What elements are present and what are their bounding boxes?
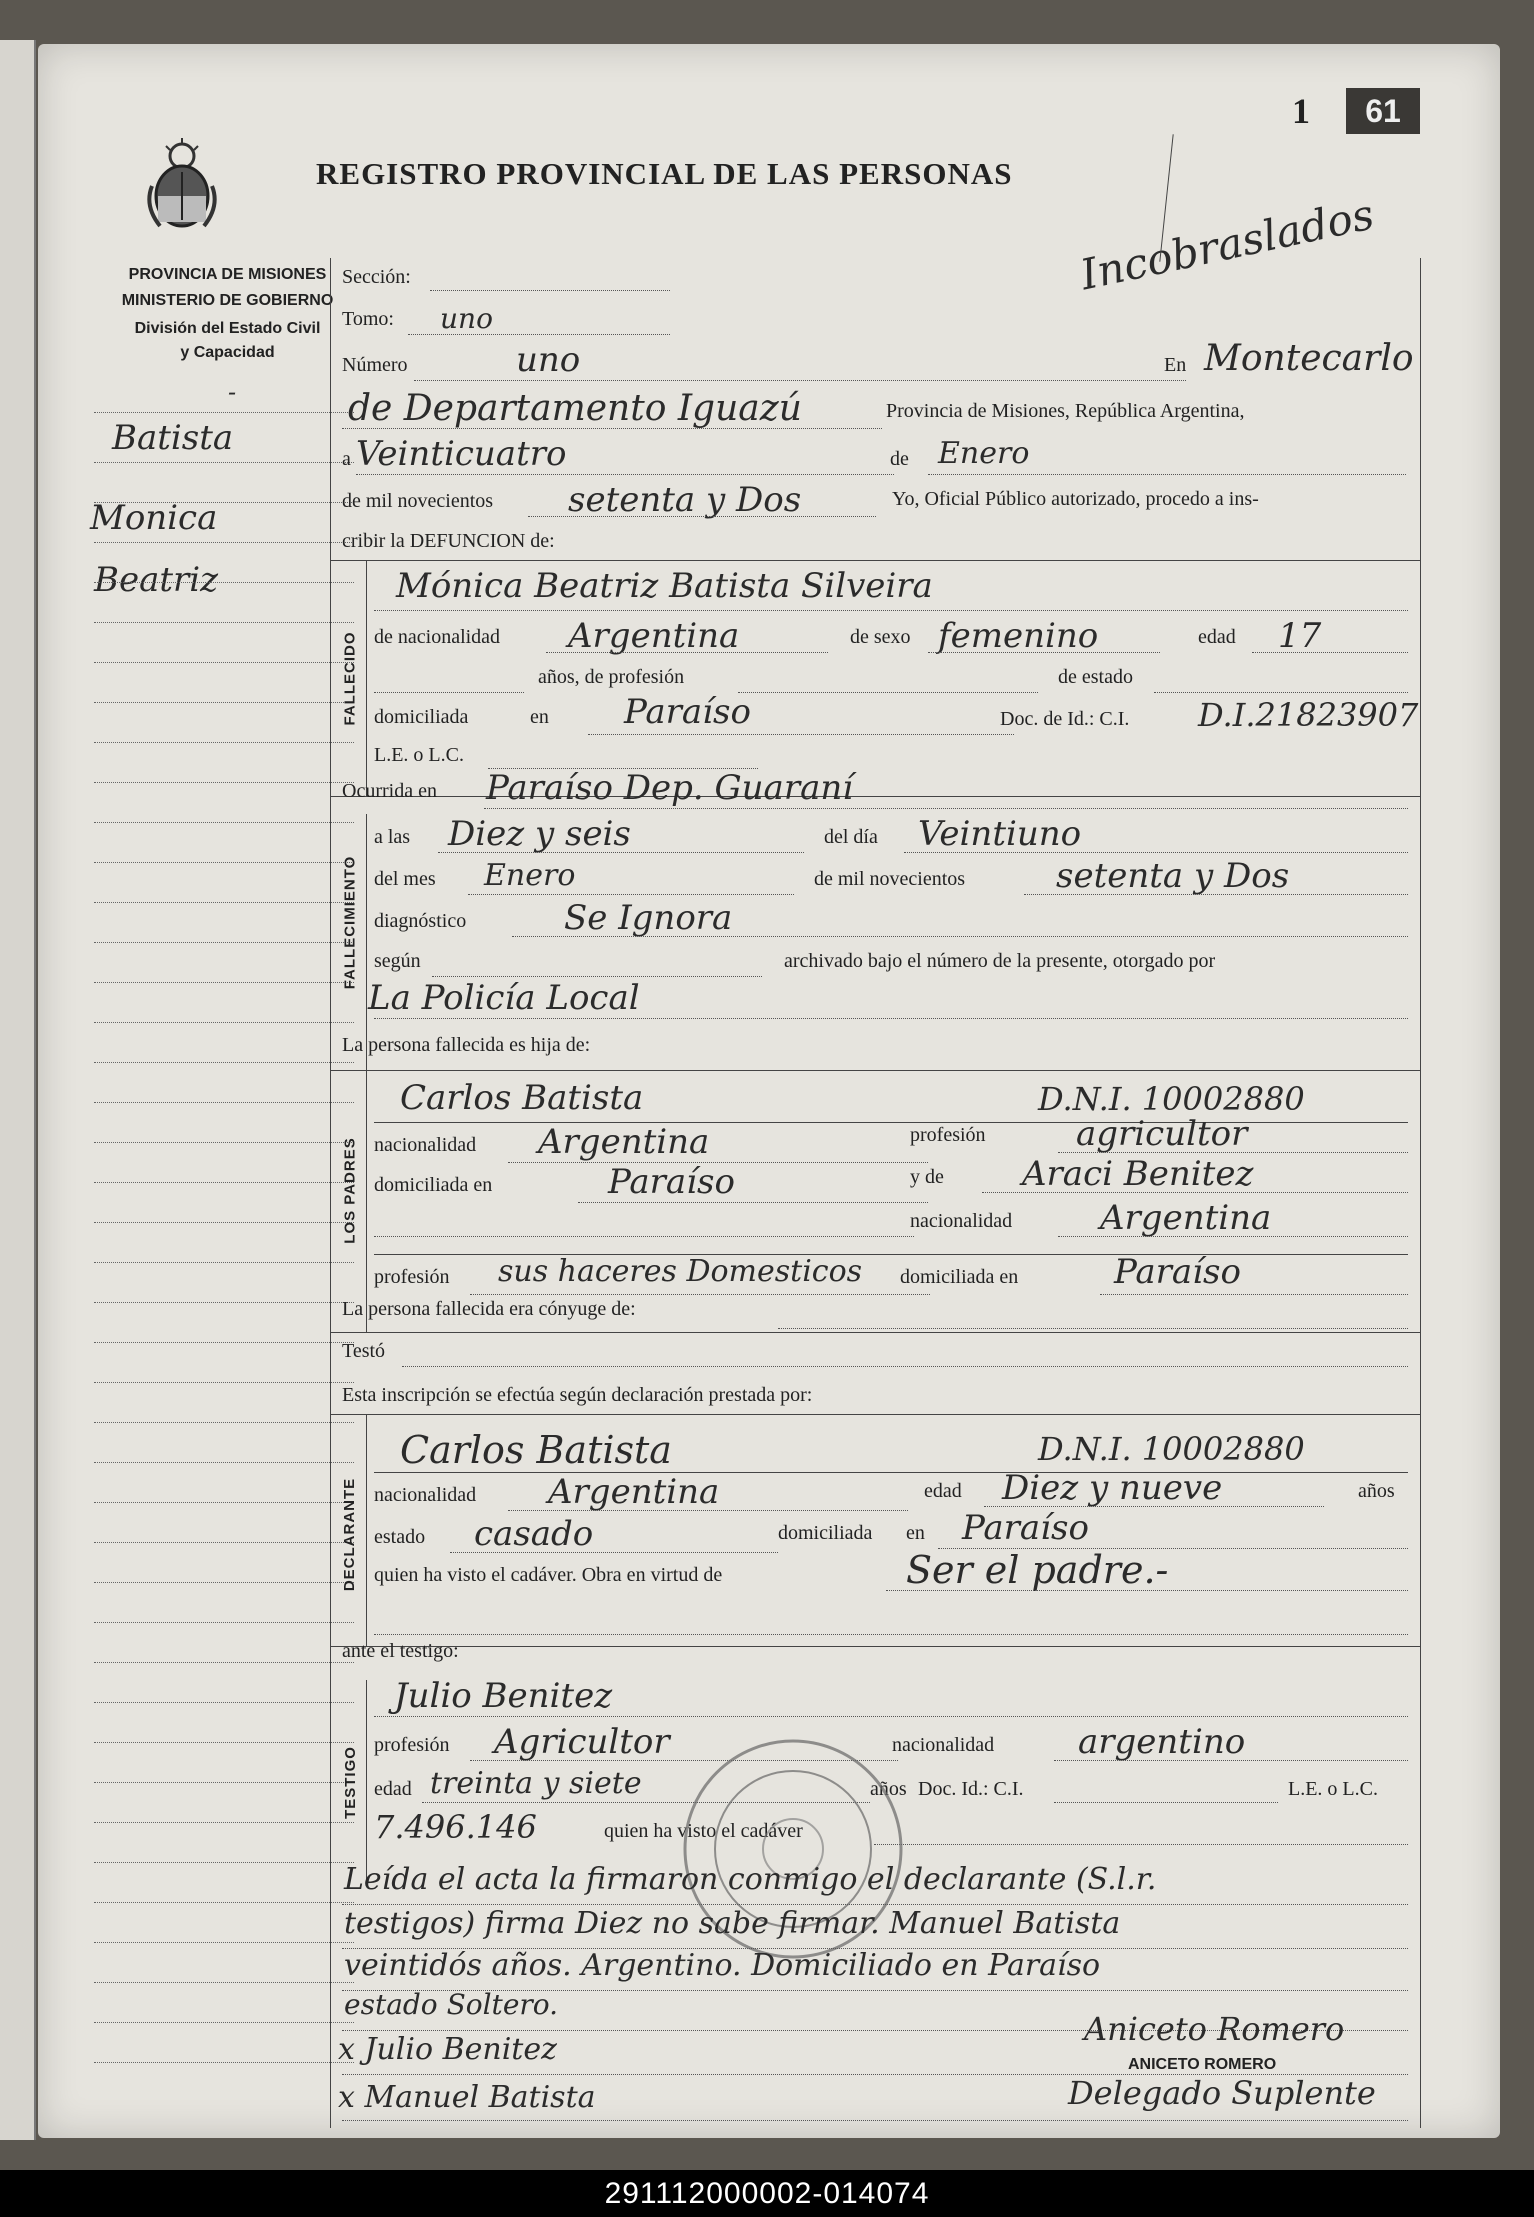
officer-name-stamp: ANICETO ROMERO — [1128, 2056, 1277, 2073]
margin-rule — [94, 1222, 354, 1223]
anio-fall-field[interactable] — [1024, 894, 1408, 895]
folio-stamp: 61 — [1346, 88, 1420, 134]
section-rule — [330, 1646, 1420, 1647]
margin-rule — [94, 1902, 354, 1903]
declarante-nombre: Carlos Batista — [400, 1428, 672, 1472]
del-mes-label: del mes — [374, 868, 436, 890]
fallecimiento-diagnostico: Se Ignora — [564, 898, 733, 938]
padre-nacionalidad-label: nacionalidad — [374, 1134, 477, 1156]
margin-rule — [94, 742, 354, 743]
dia-field[interactable] — [356, 474, 894, 475]
margin-rule — [94, 1862, 354, 1863]
y-de-label: y de — [910, 1166, 944, 1188]
segun-label: según — [374, 950, 421, 972]
coat-of-arms-icon — [142, 136, 222, 232]
testigo-cadaver-field[interactable] — [874, 1844, 1408, 1845]
madre-nombre: Araci Benitez — [1022, 1154, 1254, 1194]
fallecimiento-side-label: FALLECIMIENTO — [341, 855, 359, 989]
declarante-edad-label: edad — [924, 1480, 962, 1502]
declarante-edad: Diez y nueve — [1002, 1468, 1223, 1508]
padre-domicilio-field[interactable] — [578, 1202, 928, 1203]
fallecido-edad: 17 — [1278, 616, 1322, 656]
a-las-label: a las — [374, 826, 411, 848]
margin-rule — [94, 1982, 354, 1983]
margin-rule — [94, 1702, 354, 1703]
testigo-nombre: Julio Benitez — [394, 1676, 613, 1716]
declarante-anios-label: años — [1358, 1480, 1395, 1502]
tomo-field[interactable] — [408, 334, 670, 335]
declarante-virtud: Ser el padre.- — [906, 1548, 1169, 1592]
declarante-estado-label: estado — [374, 1526, 426, 1548]
fallecido-nombre: Mónica Beatriz Batista Silveira — [396, 566, 933, 606]
ministry-line-2: MINISTERIO DE GOBIERNO — [121, 292, 334, 309]
adjacent-page-edge — [0, 40, 36, 2140]
padre-rule — [374, 1122, 1408, 1123]
a-label: a — [342, 448, 351, 470]
form-right-border — [1420, 258, 1421, 2128]
madre-domicilio: Paraíso — [1114, 1252, 1241, 1292]
domicilio-field[interactable] — [588, 734, 1014, 735]
margin-rule — [94, 782, 354, 783]
margin-rule — [94, 1622, 354, 1623]
fallecido-doc: D.I.21823907 — [1198, 696, 1419, 734]
declarante-domiciliada-label: domiciliada — [778, 1522, 873, 1544]
cadaver-text: quien ha visto el cadáver. Obra en virtud de — [374, 1564, 723, 1586]
padre-domiciliada-label: domiciliada en — [374, 1174, 493, 1196]
closing-line-3: veintidós años. Argentino. Domiciliado en Paraíso — [344, 1948, 1101, 1983]
testigo-cadaver-text: quien ha visto el cadáver — [604, 1820, 803, 1842]
margin-rule — [94, 1342, 354, 1343]
section-divider — [366, 1070, 367, 1332]
seccion-field[interactable] — [430, 290, 670, 291]
madre-nacionalidad-field[interactable] — [1058, 1236, 1408, 1237]
margin-rule — [94, 1662, 354, 1663]
estado-label: de estado — [1058, 666, 1133, 688]
margin-rule — [94, 1582, 354, 1583]
nacionalidad-field[interactable] — [546, 652, 828, 653]
margin-rule — [94, 502, 354, 503]
testigo-le-label: L.E. o L.C. — [1288, 1778, 1378, 1800]
declarante-rule — [374, 1472, 1408, 1473]
margin-rule — [94, 1502, 354, 1503]
de-label: de — [890, 448, 909, 470]
section-divider — [366, 560, 367, 796]
anio-value: setenta y Dos — [568, 480, 802, 520]
fallecimiento-dia: Veintiuno — [918, 814, 1082, 854]
declarante-documento: D.N.I. 10002880 — [1038, 1430, 1305, 1468]
departamento-value: de Departamento Iguazú — [348, 388, 802, 429]
margin-rule — [94, 1542, 354, 1543]
margin-dash: - — [228, 378, 237, 406]
fallecimiento-lugar: Paraíso Dep. Guaraní — [486, 768, 854, 808]
domicilio-en-label: en — [530, 706, 549, 728]
departamento-field[interactable] — [342, 428, 882, 429]
hora-field[interactable] — [438, 852, 804, 853]
testigo-documento: 7.496.146 — [374, 1808, 537, 1846]
fallecimiento-mes: Enero — [484, 858, 576, 893]
margin-rule — [94, 1022, 354, 1023]
testigo-anios-label: años — [870, 1778, 907, 1800]
testigo-edad-label: edad — [374, 1778, 412, 1800]
officer-title: Delegado Suplente — [1068, 2074, 1376, 2112]
anios-field[interactable] — [374, 692, 524, 693]
margin-rule — [94, 1182, 354, 1183]
margin-rule — [94, 982, 354, 983]
section-divider — [366, 1680, 367, 1884]
margin-rule — [94, 622, 354, 623]
fallecido-side-label: FALLECIDO — [341, 631, 359, 725]
anio-field[interactable] — [528, 516, 876, 517]
mes-value: Enero — [938, 436, 1030, 471]
margin-rule — [94, 1942, 354, 1943]
blank-line — [374, 1236, 914, 1237]
margin-rule — [94, 1142, 354, 1143]
fallecido-sexo: femenino — [938, 616, 1099, 656]
fallecido-nombre-field[interactable] — [374, 610, 1408, 611]
anios-profesion-label: años, de profesión — [538, 666, 685, 688]
margin-rule — [94, 702, 354, 703]
tomo-label: Tomo: — [342, 308, 394, 330]
nacionalidad-label: de nacionalidad — [374, 626, 501, 648]
blank-line — [374, 1634, 1408, 1635]
signature-officer: Aniceto Romero — [1084, 2010, 1345, 2048]
testo-field[interactable] — [402, 1366, 1408, 1367]
mil-fall-label: de mil novecientos — [814, 868, 966, 890]
profesion-field[interactable] — [738, 692, 1038, 693]
margin-rule — [94, 542, 354, 543]
closing-rule — [342, 1904, 1408, 1905]
fallecimiento-hora: Diez y seis — [448, 814, 631, 854]
edad-label: edad — [1198, 626, 1236, 648]
ministry-line-4: y Capacidad — [180, 344, 275, 361]
margin-rule — [94, 822, 354, 823]
closing-line-1: Leída el acta la firmaron conmigo el declarante (S.l.r. — [344, 1862, 1157, 1897]
edad-field[interactable] — [1252, 652, 1408, 653]
section-divider — [366, 1414, 367, 1646]
margin-rule — [94, 902, 354, 903]
mil-label: de mil novecientos — [342, 490, 494, 512]
padre-domicilio: Paraíso — [608, 1162, 735, 1202]
margin-rule — [94, 1822, 354, 1823]
numero-field[interactable] — [414, 380, 1186, 381]
declarante-nacionalidad: Argentina — [548, 1472, 720, 1512]
ocurrida-field[interactable] — [484, 808, 1408, 809]
ministry-line-1: PROVINCIA DE MISIONES — [128, 266, 327, 283]
testigo-doc-label: Doc. Id.: C.I. — [918, 1778, 1024, 1800]
archivado-text: archivado bajo el número de la presente, otorgado por — [784, 950, 1216, 972]
padre-documento: D.N.I. 10002880 — [1038, 1080, 1305, 1118]
fallecimiento-otorgado: La Policía Local — [368, 978, 640, 1018]
testigo-side-label: TESTIGO — [341, 1745, 359, 1819]
madre-nombre-field[interactable] — [982, 1192, 1408, 1193]
dia-value: Veinticuatro — [356, 434, 567, 474]
testigo-edad: treinta y siete — [430, 1766, 642, 1801]
mes-fall-field[interactable] — [468, 894, 794, 895]
register-page — [38, 44, 1500, 2138]
numero-value: uno — [516, 340, 581, 380]
testigo-nacionalidad: argentino — [1078, 1722, 1246, 1762]
margin-rule — [94, 1302, 354, 1303]
folio-number: 1 — [1292, 91, 1310, 131]
ministry-line-3: División del Estado Civil — [134, 320, 321, 337]
declarante-domicilio: Paraíso — [962, 1508, 1089, 1548]
defuncion-text: cribir la DEFUNCION de: — [342, 530, 555, 552]
margin-rule — [94, 662, 354, 663]
form-left-border — [330, 258, 331, 2128]
margin-name-1: Monica — [90, 498, 218, 538]
tomo-value: uno — [440, 302, 493, 335]
dia-fall-field[interactable] — [904, 852, 1408, 853]
padre-profesion: agricultor — [1076, 1114, 1248, 1154]
doc-label: Doc. de Id.: C.I. — [1000, 708, 1130, 730]
margin-rule — [94, 942, 354, 943]
ante-testigo-text: ante el testigo: — [342, 1640, 459, 1662]
section-rule — [330, 1414, 1420, 1415]
sexo-field[interactable] — [928, 652, 1160, 653]
diagnostico-field[interactable] — [512, 936, 1408, 937]
margin-rule — [94, 1782, 354, 1783]
madre-profesion: sus haceres Domesticos — [498, 1254, 863, 1289]
section-rule — [330, 560, 1420, 561]
signature-testigo: x Julio Benitez — [338, 2032, 557, 2067]
testigo-nombre-field[interactable] — [374, 1716, 1408, 1717]
seccion-label: Sección: — [342, 266, 411, 288]
signature-declarante: x Manuel Batista — [338, 2080, 596, 2115]
margin-rule — [94, 1462, 354, 1463]
margin-name-2: Beatriz — [94, 560, 219, 600]
testigo-nacionalidad-label: nacionalidad — [892, 1734, 995, 1756]
madre-profesion-label: profesión — [374, 1266, 450, 1288]
margin-rule — [94, 462, 354, 463]
fallecido-nacionalidad: Argentina — [568, 616, 740, 656]
margin-rule — [94, 1062, 354, 1063]
segun-field[interactable] — [432, 976, 762, 977]
padre-nacionalidad: Argentina — [538, 1122, 710, 1162]
oficial-text: Yo, Oficial Público autorizado, procedo a ins- — [892, 488, 1259, 510]
declarante-en-label: en — [906, 1522, 925, 1544]
declarante-nacionalidad-field[interactable] — [508, 1510, 908, 1511]
madre-profesion-field[interactable] — [470, 1294, 930, 1295]
fallecido-domicilio: Paraíso — [624, 692, 751, 732]
provincia-text: Provincia de Misiones, República Argentina, — [886, 400, 1245, 422]
inscripcion-text: Esta inscripción se efectúa según declaración prestada por: — [342, 1384, 813, 1406]
margin-rule — [94, 412, 354, 413]
testigo-profesion-label: profesión — [374, 1734, 450, 1756]
otorgado-field[interactable] — [374, 1018, 1408, 1019]
padres-side-label: LOS PADRES — [341, 1136, 359, 1244]
madre-nacionalidad-label: nacionalidad — [910, 1210, 1013, 1232]
madre-nacionalidad: Argentina — [1100, 1198, 1272, 1238]
en-label: En — [1164, 354, 1187, 376]
del-dia-label: del día — [824, 826, 878, 848]
domiciliada-label: domiciliada — [374, 706, 469, 728]
archive-code: 291112000002-014074 — [0, 2170, 1534, 2217]
declarante-estado: casado — [474, 1514, 594, 1554]
ocurrida-label: Ocurrida en — [342, 780, 437, 802]
margin-rule — [94, 2062, 354, 2063]
section-divider — [366, 814, 367, 1070]
declarante-estado-field[interactable] — [450, 1552, 778, 1553]
margin-rule — [94, 1742, 354, 1743]
madre-domiciliada-label: domiciliada en — [900, 1266, 1019, 1288]
margin-rule — [94, 1422, 354, 1423]
mes-field[interactable] — [928, 474, 1406, 475]
testo-label: Testó — [342, 1340, 386, 1362]
closing-rule — [342, 2120, 1408, 2121]
declarante-side-label: DECLARANTE — [341, 1477, 359, 1591]
conyuge-text: La persona fallecida era cónyuge de: — [342, 1298, 636, 1320]
margin-rule — [94, 1382, 354, 1383]
padre-profesion-label: profesión — [910, 1124, 986, 1146]
numero-label: Número — [342, 354, 408, 376]
margin-rule — [94, 582, 354, 583]
le-lc-label: L.E. o L.C. — [374, 744, 464, 766]
conyuge-field[interactable] — [778, 1328, 1408, 1329]
closing-line-2: testigos) firma Diez no sabe firmar. Manuel Batista — [344, 1906, 1121, 1941]
diagnostico-label: diagnóstico — [374, 910, 467, 932]
testigo-nacionalidad-field[interactable] — [1054, 1760, 1408, 1761]
margin-rule — [94, 1102, 354, 1103]
virtud-field[interactable] — [886, 1590, 1408, 1591]
document-title: REGISTRO PROVINCIAL DE LAS PERSONAS — [316, 156, 1013, 191]
annotation-handwritten: Incobraslados — [1076, 189, 1379, 300]
section-rule — [330, 1070, 1420, 1071]
margin-surname: Batista — [112, 418, 234, 458]
padre-profesion-field[interactable] — [1058, 1152, 1408, 1153]
testigo-profesion: Agricultor — [494, 1722, 670, 1762]
testigo-doc-field[interactable] — [1054, 1802, 1278, 1803]
estado-field[interactable] — [1154, 692, 1408, 693]
closing-line-4: estado Soltero. — [344, 1988, 559, 2021]
fallecimiento-anio: setenta y Dos — [1056, 856, 1290, 896]
margin-rule — [94, 1262, 354, 1263]
section-rule — [330, 1332, 1420, 1333]
margin-rule — [94, 862, 354, 863]
margin-rule — [94, 2022, 354, 2023]
padre-nombre: Carlos Batista — [400, 1078, 644, 1118]
hija-text: La persona fallecida es hija de: — [342, 1034, 591, 1056]
declarante-nacionalidad-label: nacionalidad — [374, 1484, 477, 1506]
en-value: Montecarlo — [1204, 338, 1414, 379]
declarante-edad-field[interactable] — [984, 1506, 1324, 1507]
madre-domicilio-field[interactable] — [1100, 1294, 1408, 1295]
sexo-label: de sexo — [850, 626, 911, 648]
